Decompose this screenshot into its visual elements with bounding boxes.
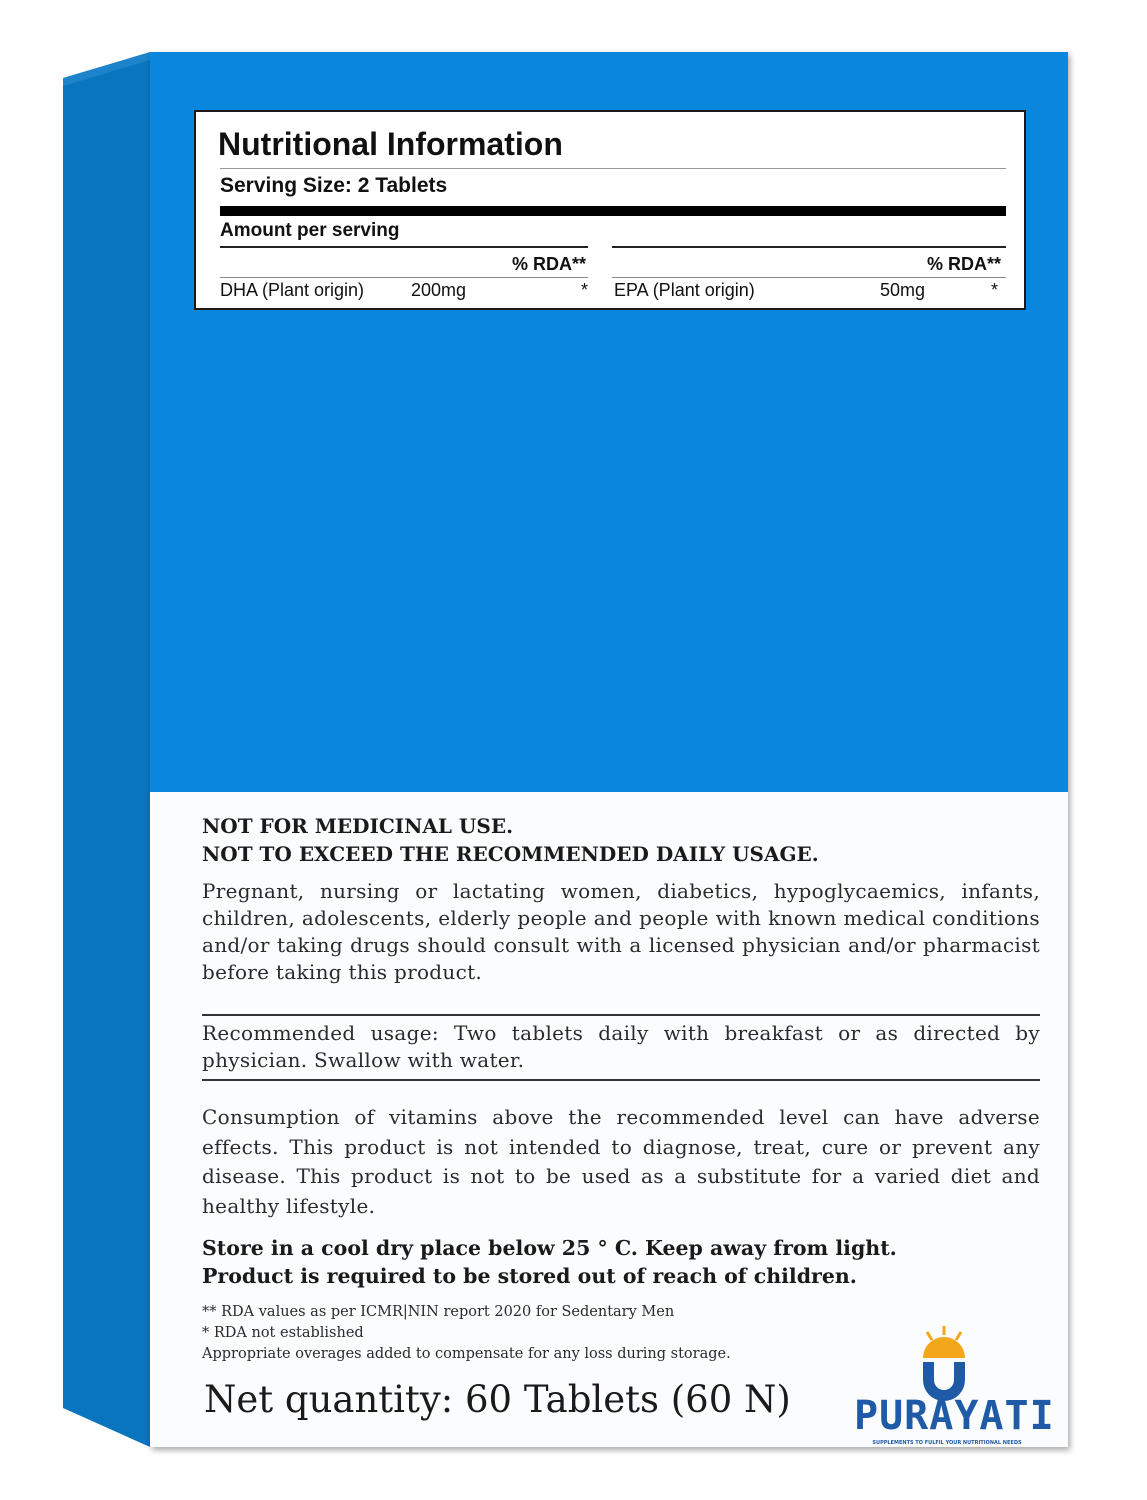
rda-header-left: % RDA** <box>512 254 587 274</box>
consult-text: Pregnant, nursing or lactating women, diabetics, hypoglycaemics, infants, children, adolescents, elderly people and people with known medical conditions and/or taking drugs should consult with a licensed physician and/or pharmacist before taking this product. <box>202 879 1040 984</box>
rda-header-right: % RDA** <box>927 254 1002 274</box>
purayati-logo <box>850 1324 1055 1446</box>
dha-rda: * <box>581 280 589 300</box>
footnote-rda-not-established: * RDA not established <box>202 1325 364 1341</box>
divider <box>220 277 588 278</box>
serving-size: Serving Size: 2 Tablets <box>220 174 448 197</box>
divider <box>220 246 588 248</box>
divider <box>202 1079 1040 1081</box>
blue-panel <box>150 52 1068 792</box>
footnote-overages: Appropriate overages added to compensate for any loss during storage. <box>202 1346 731 1362</box>
footnotes <box>202 1302 822 1365</box>
box-side-panel <box>0 0 160 1500</box>
warning-block <box>202 812 1040 986</box>
brand-tagline: SUPPLEMENTS TO FULFIL YOUR NUTRITIONAL NEEDS <box>872 1440 1022 1446</box>
disclaimer-text: Consumption of vitamins above the recommended level can have adverse effects. This product is not intended to diagnose, treat, cure or prevent any disease. This product is not to be used as a substitute for a varied diet and healthy lifestyle. <box>202 1105 1040 1218</box>
storage-line-2: Product is required to be stored out of reach of children. <box>202 1264 857 1288</box>
epa-rda: * <box>991 280 999 300</box>
warning-line-2: NOT TO EXCEED THE RECOMMENDED DAILY USAGE. <box>202 842 819 866</box>
divider <box>220 168 1006 169</box>
epa-name: EPA (Plant origin) <box>614 280 755 300</box>
box-front <box>150 52 1068 1447</box>
net-quantity: Net quantity: 60 Tablets (60 N) <box>204 1378 791 1421</box>
nutrition-title: Nutritional Information <box>218 126 563 162</box>
nutrition-table <box>194 110 1026 310</box>
divider <box>612 277 1006 278</box>
warning-line-1: NOT FOR MEDICINAL USE. <box>202 814 514 838</box>
info-panel <box>150 792 1068 1447</box>
brand-name: PURAYATI <box>854 1393 1055 1439</box>
amount-per-serving: Amount per serving <box>220 220 400 241</box>
dha-name: DHA (Plant origin) <box>220 280 365 300</box>
divider <box>202 1014 1040 1016</box>
usage-text: Recommended usage: Two tablets daily with breakfast or as directed by physician. Swallow with water. <box>202 1021 1040 1072</box>
thick-divider <box>220 206 1006 216</box>
storage-block <box>202 1234 1040 1290</box>
dha-amount: 200mg <box>411 280 467 300</box>
storage-line-1: Store in a cool dry place below 25 ° C. Keep away from light. <box>202 1236 897 1260</box>
footnote-rda-source: ** RDA values as per ICMR|NIN report 2020 for Sedentary Men <box>202 1304 675 1320</box>
divider <box>612 246 1006 248</box>
epa-amount: 50mg <box>880 280 926 300</box>
